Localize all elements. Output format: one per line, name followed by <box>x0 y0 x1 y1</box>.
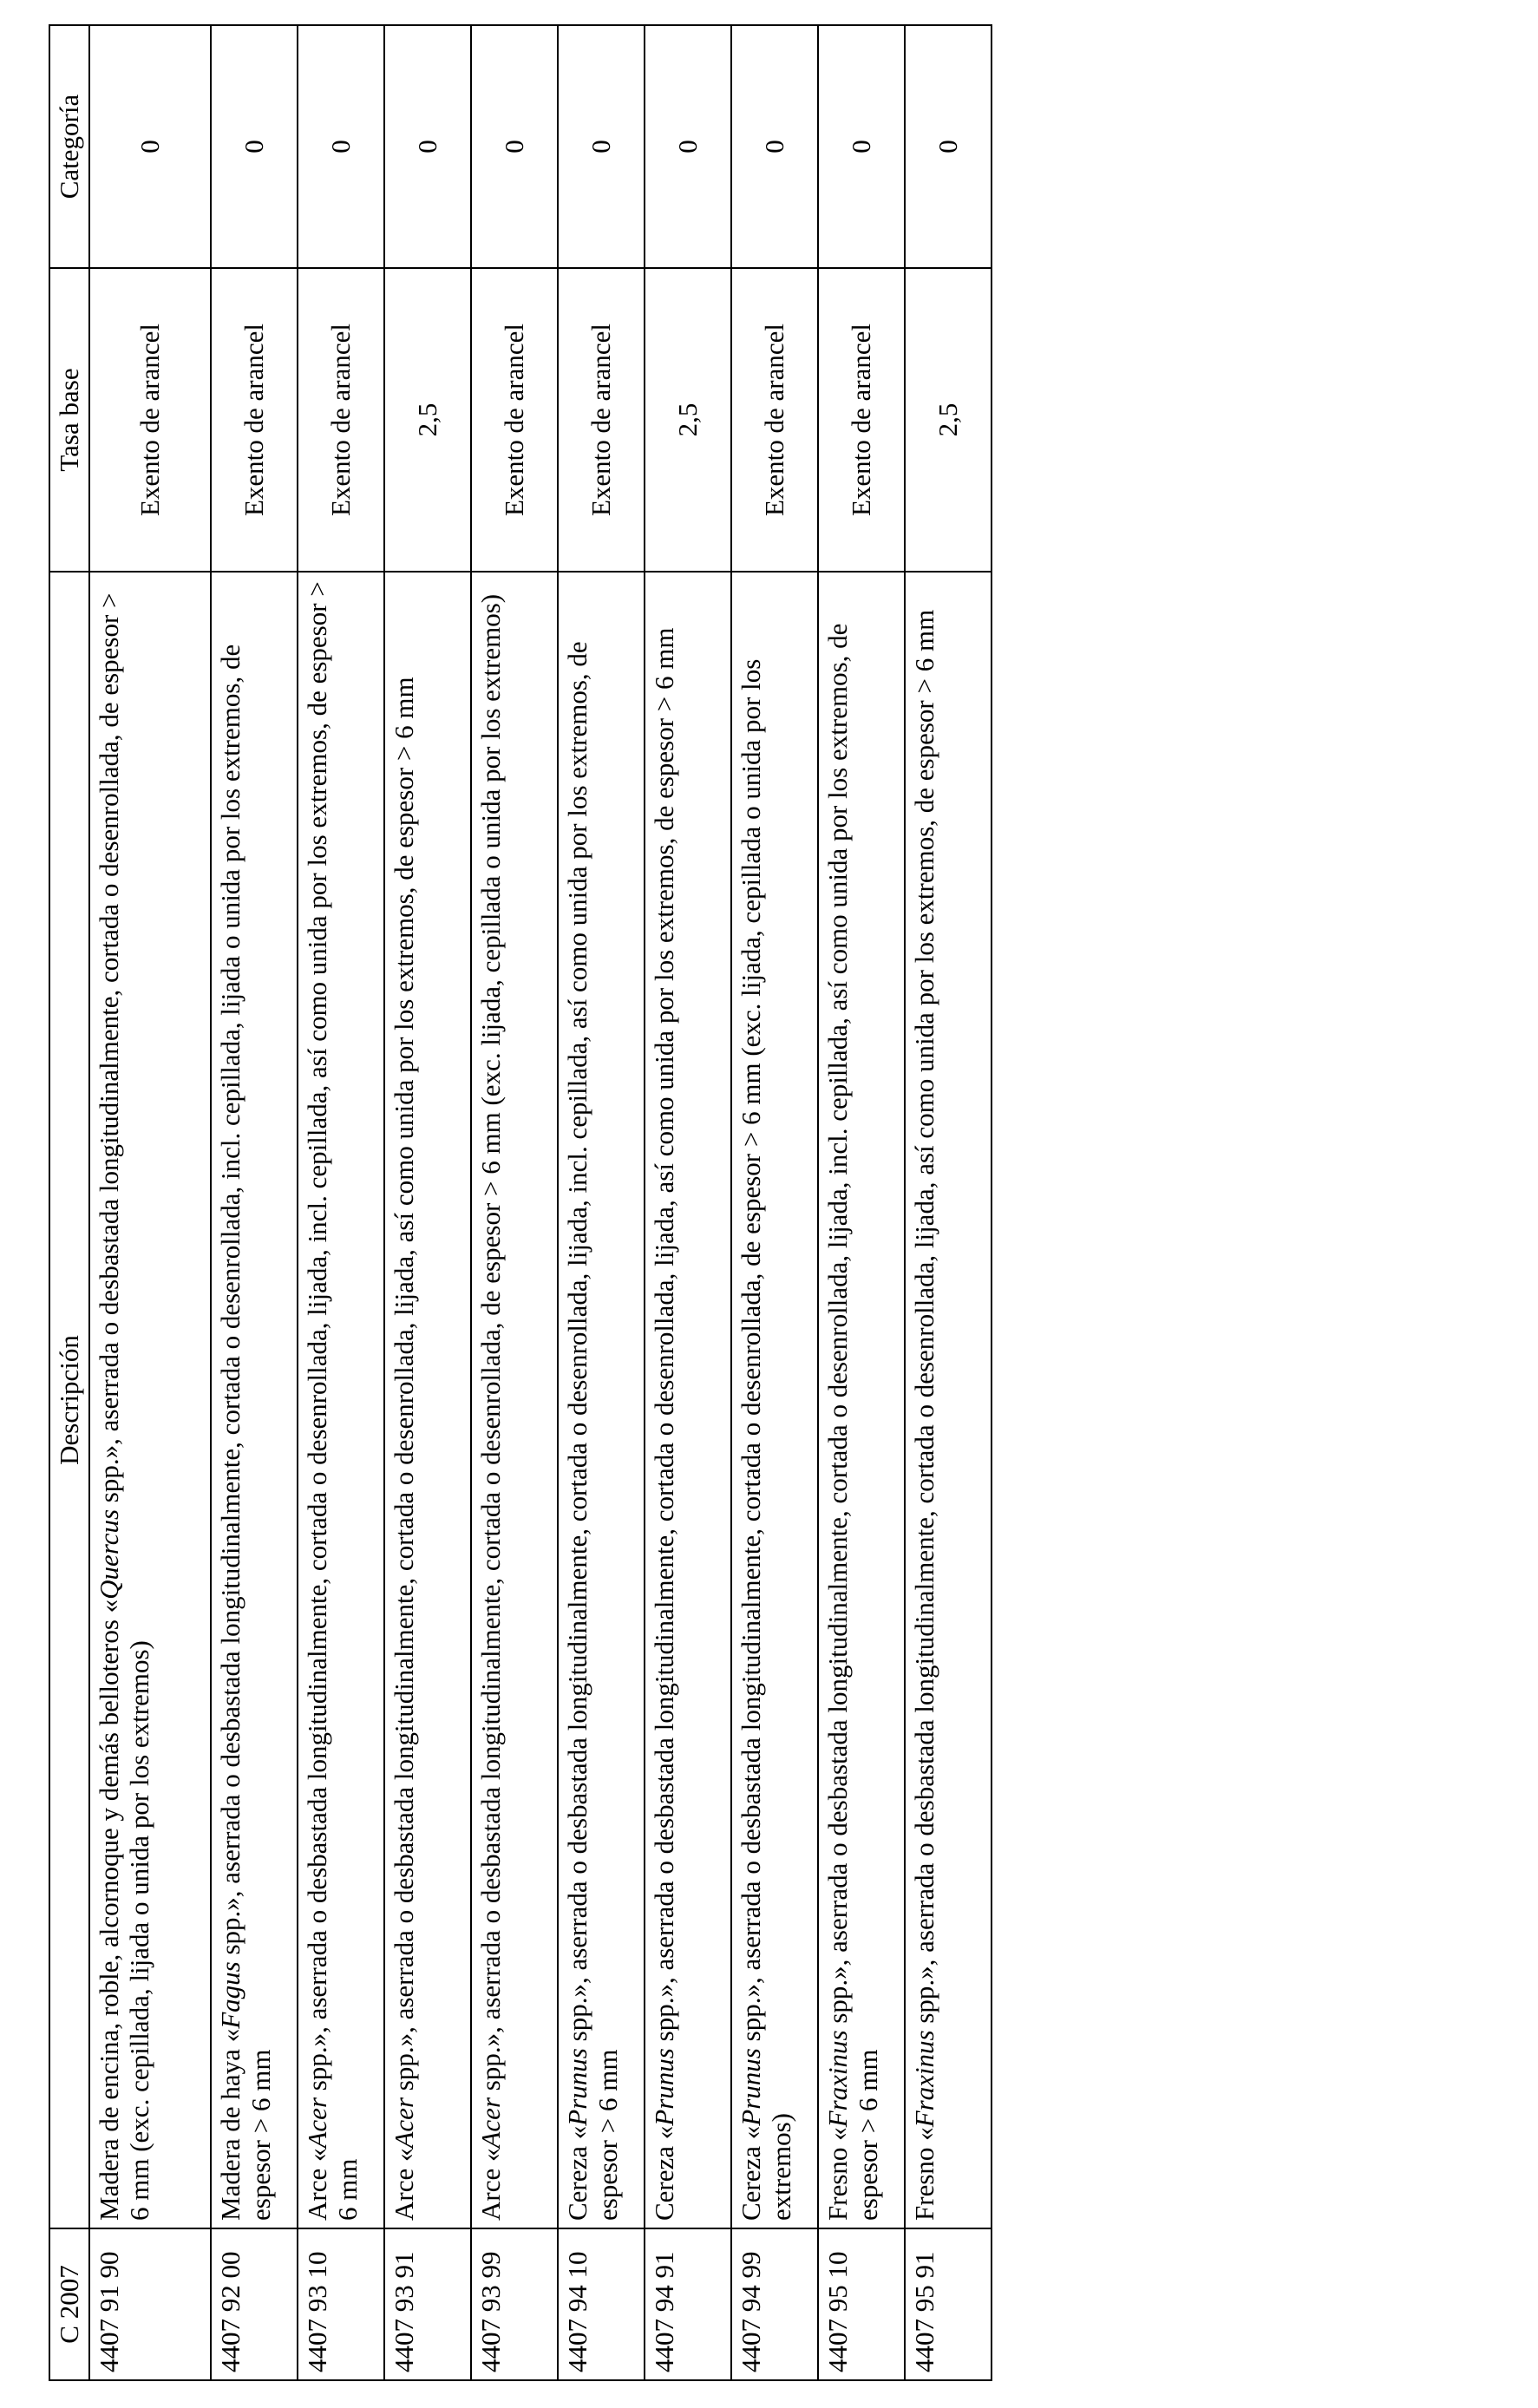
table-row <box>211 25 298 2380</box>
desc-text: Arce « <box>474 2148 506 2221</box>
row-description <box>558 572 645 2228</box>
desc-text: Cereza « <box>561 2125 592 2221</box>
row-code: 4407 94 91 <box>645 2228 731 2380</box>
desc-text: spp.», aserrada o desbastada longitudinalmente, cortada o desenrollada, lijada, así como unida por los extremos, de espesor > 6 mm <box>648 627 679 2049</box>
table-row <box>645 25 731 2380</box>
species-name: Quercus <box>93 1508 124 1600</box>
row-rate: Exento de arancel <box>558 268 645 572</box>
row-category: 0 <box>731 25 818 268</box>
row-rate: Exento de arancel <box>731 268 818 572</box>
desc-text: spp.», aserrada o desbastada longitudinalmente, cortada o desenrollada, lijada, incl. cepillada, así como unida por los extremos, de espesor > 6 mm <box>821 623 884 2221</box>
row-code: 4407 93 91 <box>384 2228 471 2380</box>
desc-text: spp.», aserrada o desbastada longitudinalmente, cortada o desenrollada, lijada, incl. cepillada, así como unida por los extremos, de espesor > 6 mm <box>301 581 363 2221</box>
table-row <box>731 25 818 2380</box>
desc-text: Fresno « <box>821 2127 853 2221</box>
row-category: 0 <box>211 25 298 268</box>
row-rate: Exento de arancel <box>818 268 905 572</box>
row-rate: Exento de arancel <box>89 268 211 572</box>
row-description <box>384 572 471 2228</box>
row-rate: 2,5 <box>645 268 731 572</box>
row-rate: 2,5 <box>384 268 471 572</box>
rotated-page <box>49 26 990 2381</box>
row-description <box>89 572 211 2228</box>
table-row <box>298 25 384 2380</box>
row-rate: Exento de arancel <box>211 268 298 572</box>
row-code: 4407 95 91 <box>905 2228 992 2380</box>
row-category: 0 <box>905 25 992 268</box>
desc-text: spp.», aserrada o desbastada longitudinalmente, cortada o desenrollada, lijada, así como unida por los extremos, de espesor > 6 mm <box>908 609 939 2031</box>
row-rate: Exento de arancel <box>471 268 558 572</box>
tariff-table <box>49 24 992 2381</box>
species-name: Prunus <box>735 2048 766 2126</box>
row-code: 4407 93 99 <box>471 2228 558 2380</box>
species-name: Fraxinus <box>821 2030 853 2128</box>
table-row <box>818 25 905 2380</box>
species-name: Fraxinus <box>908 2030 939 2128</box>
row-rate: 2,5 <box>905 268 992 572</box>
row-category: 0 <box>558 25 645 268</box>
desc-text: Arce « <box>388 2148 419 2221</box>
header-code: C 2007 <box>49 2228 89 2380</box>
table-row <box>471 25 558 2380</box>
table-row <box>558 25 645 2380</box>
row-code: 4407 92 00 <box>211 2228 298 2380</box>
species-name: Prunus <box>561 2048 592 2126</box>
row-code: 4407 94 10 <box>558 2228 645 2380</box>
row-category: 0 <box>384 25 471 268</box>
table-body <box>89 25 992 2380</box>
row-description <box>731 572 818 2228</box>
row-code: 4407 94 99 <box>731 2228 818 2380</box>
table-row <box>905 25 992 2380</box>
species-name: Acer <box>388 2097 419 2149</box>
row-category: 0 <box>89 25 211 268</box>
desc-text: spp.», aserrada o desbastada longitudinalmente, cortada o desenrollada, de espesor > 6 mm (exc. lijada, cepillada o unida por los extremos) <box>735 658 797 2221</box>
desc-text: spp.», aserrada o desbastada longitudinalmente, cortada o desenrollada, lijada, así como unida por los extremos, de espesor > 6 mm <box>388 677 419 2097</box>
species-name: Prunus <box>648 2048 679 2126</box>
row-code: 4407 91 90 <box>89 2228 211 2380</box>
desc-text: Arce « <box>301 2148 332 2221</box>
row-description <box>211 572 298 2228</box>
row-category: 0 <box>818 25 905 268</box>
header-category: Categoría <box>49 25 89 268</box>
row-description <box>905 572 992 2228</box>
row-code: 4407 95 10 <box>818 2228 905 2380</box>
row-code: 4407 93 10 <box>298 2228 384 2380</box>
species-name: Fagus <box>214 1961 245 2029</box>
table-header <box>49 25 89 2380</box>
species-name: Acer <box>474 2097 506 2149</box>
desc-text: Fresno « <box>908 2127 939 2221</box>
desc-text: Madera de encina, roble, alcornoque y demás belloteros « <box>93 1599 124 2221</box>
desc-text: spp.», aserrada o desbastada longitudinalmente, cortada o desenrollada, lijada, incl. cepillada, así como unida por los extremos, de espesor > 6 mm <box>561 641 624 2221</box>
row-category: 0 <box>645 25 731 268</box>
header-description: Descripción <box>49 572 89 2228</box>
desc-text: spp.», aserrada o desbastada longitudinalmente, cortada o desenrollada, de espesor > 6 mm (exc. lijada, cepillada o unida por los extremos) <box>474 593 506 2097</box>
row-description <box>298 572 384 2228</box>
desc-text: Madera de haya « <box>214 2028 245 2221</box>
header-row <box>49 25 89 2380</box>
table-row <box>384 25 471 2380</box>
header-rate: Tasa base <box>49 268 89 572</box>
table-row <box>89 25 211 2380</box>
row-category: 0 <box>298 25 384 268</box>
row-description <box>818 572 905 2228</box>
species-name: Acer <box>301 2097 332 2149</box>
desc-text: spp.», aserrada o desbastada longitudinalmente, cortada o desenrollada, incl. cepillada, lijada o unida por los extremos, de espesor > 6 mm <box>214 644 277 2221</box>
row-description <box>645 572 731 2228</box>
row-category: 0 <box>471 25 558 268</box>
row-rate: Exento de arancel <box>298 268 384 572</box>
desc-text: spp.», aserrada o desbastada longitudinalmente, cortada o desenrollada, de espesor > 6 mm (exc. cepillada, lijada o unida por los extremos) <box>93 592 155 2221</box>
desc-text: Cereza « <box>648 2125 679 2221</box>
row-description <box>471 572 558 2228</box>
desc-text: Cereza « <box>735 2125 766 2221</box>
